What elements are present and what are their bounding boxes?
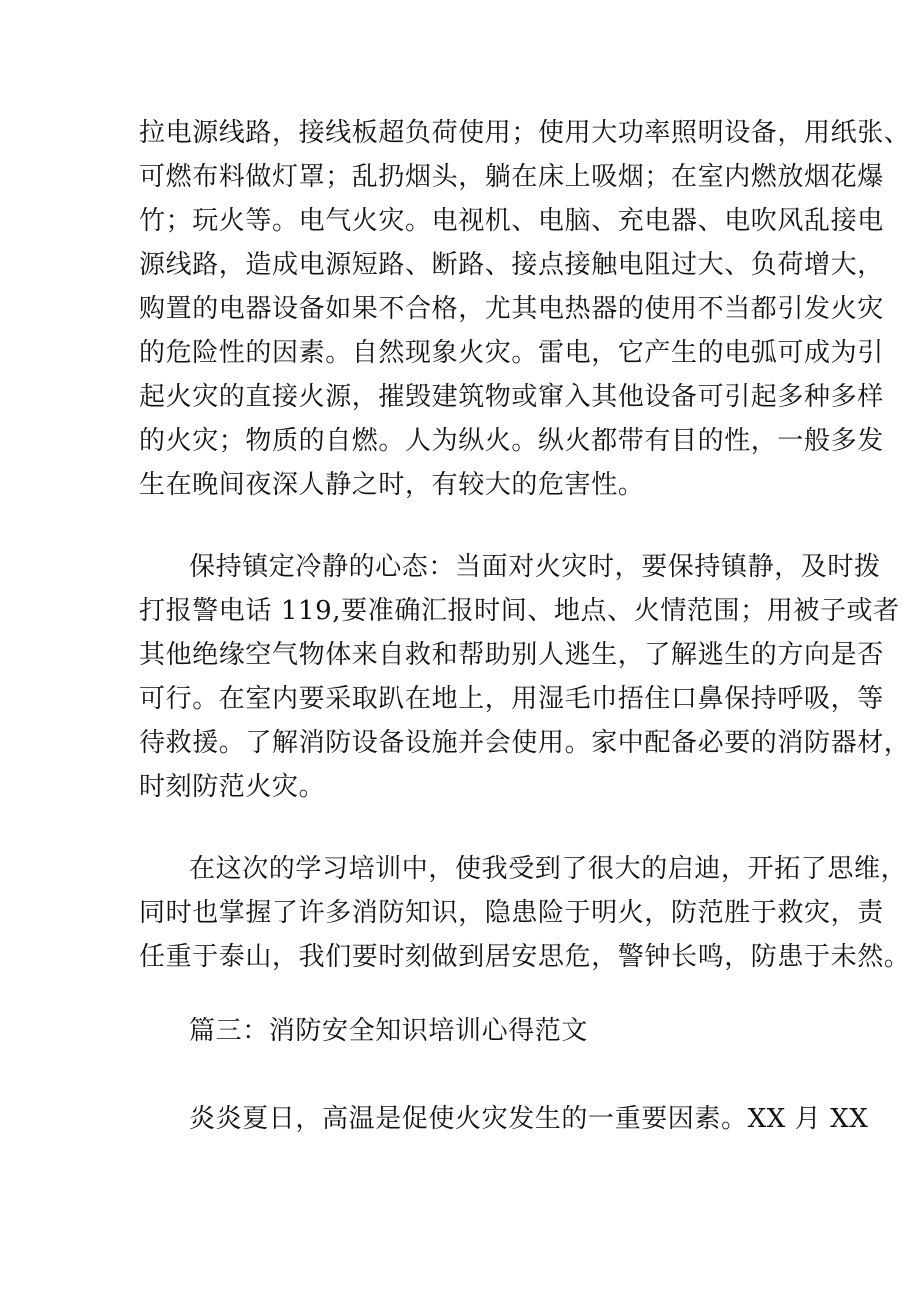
paragraph-1-line-2: 可燃布料做灯罩；乱扔烟头，躺在床上吸烟；在室内燃放烟花爆 (139, 162, 884, 192)
paragraph-1-line-4: 源线路，造成电源短路、断路、接点接触电阻过大、负荷增大， (139, 250, 884, 280)
paragraph-2-line-5: 待救援。了解消防设备设施并会使用。家中配备必要的消防器材， (139, 728, 911, 758)
paragraph-1-line-1: 拉电源线路，接线板超负荷使用；使用大功率照明设备，用纸张、 (139, 118, 911, 148)
paragraph-1-line-7: 起火灾的直接火源，摧毁建筑物或窜入其他设备可引起多种多样 (139, 382, 884, 412)
paragraph-2-line-6: 时刻防范火灾。 (139, 772, 326, 802)
paragraph-1-line-3: 竹；玩火等。电气火灾。电视机、电脑、充电器、电吹风乱接电 (139, 206, 884, 236)
paragraph-2-line-4: 可行。在室内要采取趴在地上，用湿毛巾捂住口鼻保持呼吸，等 (139, 684, 884, 714)
section-heading: 篇三：消防安全知识培训心得范文 (189, 1016, 589, 1046)
paragraph-4-line-1: 炎炎夏日，高温是促使火灾发生的一重要因素。XX 月 XX (189, 1104, 869, 1134)
paragraph-2-line-2: 打报警电话 119,要准确汇报时间、地点、火情范围；用被子或者 (139, 596, 900, 626)
paragraph-3-line-3: 任重于泰山，我们要时刻做到居安思危，警钟长鸣，防患于未然。 (139, 942, 911, 972)
paragraph-1-line-6: 的危险性的因素。自然现象火灾。雷电，它产生的电弧可成为引 (139, 338, 884, 368)
paragraph-2-line-3: 其他绝缘空气物体来自救和帮助别人逃生，了解逃生的方向是否 (139, 640, 884, 670)
paragraph-2-line-1: 保持镇定冷静的心态：当面对火灾时，要保持镇静，及时拨 (189, 552, 881, 582)
paragraph-1-line-8: 的火灾；物质的自燃。人为纵火。纵火都带有目的性，一般多发 (139, 426, 884, 456)
paragraph-3-line-2: 同时也掌握了许多消防知识，隐患险于明火，防范胜于救灾，责 (139, 898, 884, 928)
paragraph-3-line-1: 在这次的学习培训中，使我受到了很大的启迪，开拓了思维， (189, 854, 908, 884)
paragraph-1-line-5: 购置的电器设备如果不合格，尤其电热器的使用不当都引发火灾 (139, 294, 884, 324)
paragraph-1-line-9: 生在晚间夜深人静之时，有较大的危害性。 (139, 470, 645, 500)
